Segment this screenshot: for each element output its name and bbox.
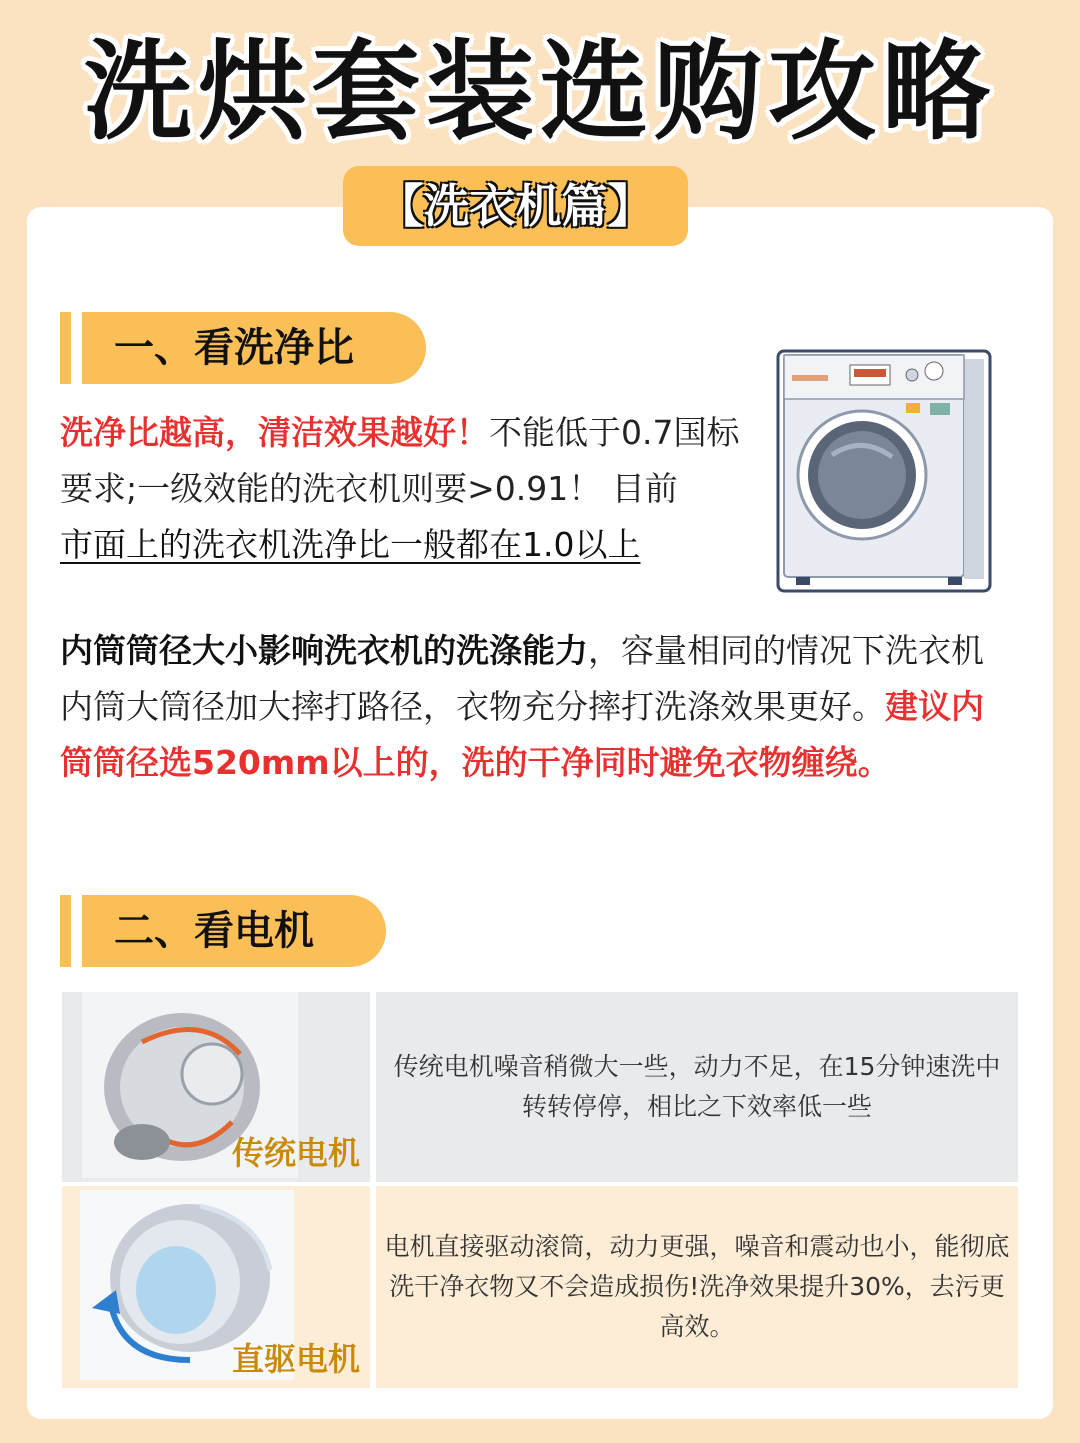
direct-drive-motor-image-cell: [62, 1186, 370, 1388]
drum-diameter-bold: 内筒筒径大小影响洗衣机的洗涤能力: [60, 631, 588, 670]
direct-drive-motor-label: 直驱电机: [231, 1340, 360, 1378]
cleaning-ratio-text: 不能低于0.7国标要求;一级效能的洗衣机则要>0.91！ 目前: [60, 413, 740, 508]
section1-heading: 一、看洗净比: [82, 312, 426, 384]
motor-row-traditional: [62, 992, 1018, 1182]
cleaning-ratio-underline: 市面上的洗衣机洗净比一般都在1.0以上: [60, 525, 641, 564]
traditional-motor-image-cell: [62, 992, 370, 1182]
motor-row-direct-drive: [62, 1186, 1018, 1388]
section2-heading: 二、看电机: [82, 895, 386, 967]
direct-drive-motor-description: 电机直接驱动滚筒，动力更强，噪音和震动也小，能彻底洗干净衣物又不会造成损伤!洗净效果提升30%，去污更高效。: [376, 1186, 1018, 1388]
drum-diameter-text: ，容量相同的情况下洗衣机内筒大筒径加大摔打路径，衣物充分摔打洗涤效果更好。: [60, 631, 984, 726]
section2-header: [60, 895, 390, 967]
section-bar: [60, 895, 71, 967]
section1-header: [60, 312, 430, 384]
section1-paragraph2: [60, 623, 1010, 791]
traditional-motor-label: 传统电机: [231, 1134, 360, 1172]
washing-machine-image: [772, 345, 996, 597]
section1-paragraph1: [60, 405, 760, 573]
drum-diameter-recommendation: 建议内筒筒径选520mm以上的，洗的干净同时避免衣物缠绕。: [60, 687, 984, 782]
section-bar: [60, 312, 71, 384]
subtitle-badge: 【洗衣机篇】: [343, 166, 688, 246]
motor-comparison-table: [62, 992, 1018, 1388]
page-title: 洗烘套装选购攻略: [83, 30, 996, 155]
cleaning-ratio-highlight: 洗净比越高，清洁效果越好！: [60, 413, 489, 452]
traditional-motor-description: 传统电机噪音稍微大一些，动力不足，在15分钟速洗中转转停停，相比之下效率低一些: [376, 992, 1018, 1182]
